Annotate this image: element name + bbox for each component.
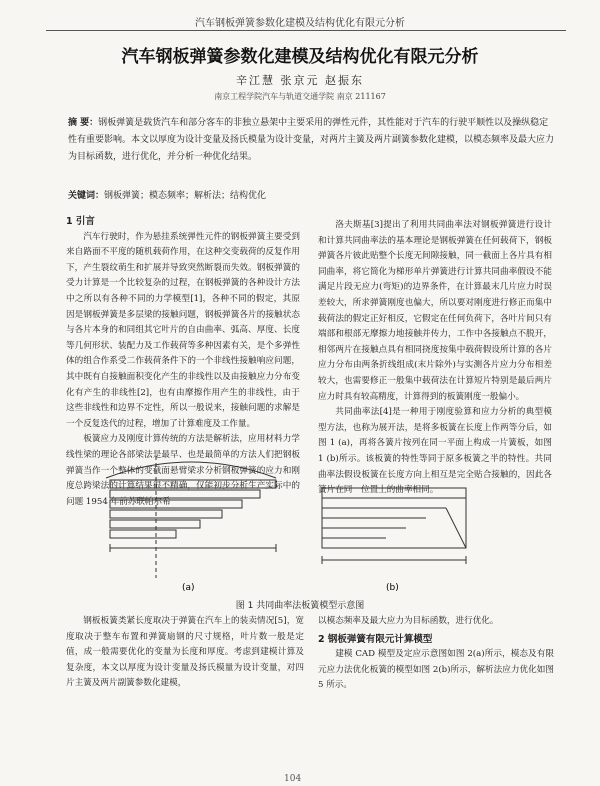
right-paragraph-2: 共同曲率法[4]是一种用于刚度验算和应力分析的典型模型方法，也称为展开法，是将多板簧在长度上作两等分后，如图 1 (a)，再将各簧片按列在同一平面上构成一片簧板，如图 1 (b)所示。该板簧的特性等同于原多板簧之半的特性。共同曲率法假设板簧在长度方向上相互是完全贴合接触的，因此各簧片在同一位置上的曲率相同。 <box>318 407 552 496</box>
section-1-heading: 1 引言 <box>66 216 95 227</box>
section-1-paragraph-1: 汽车行驶时，作为悬挂系统弹性元件的钢板弹簧主要受到来自路面不平度的随机载荷作用，在这种交变载荷的反复作用下，产生裂纹萌生和扩展并导致突然断裂而失效。钢板弹簧的受力计算是一个比较复杂的过程，在钢板弹簧的各种设计方法中之所以有各种不同的力学模型[1]，各种不同的假定，其原因是钢板弹簧是多层梁的接触问题，钢板弹簧各片的接触状态与各片本身的和同组其它叶片的自由曲率、弧高、厚度、长度等几何形状、装配力及工作载荷等多种因素有关，是个多弹性体的组合作系受二作载荷条件下的一个非线性接触响应问题，其中既有自接触面积变化产生的非线性以及由接触应力分布变化有产生的非线性[2]，也有由摩擦作用产生的非线性，由于这些非线性和边界不定性，所以一般说来，接触问题的求解是一个反复迭代的过程，增加了计算难度及工作量。 <box>66 231 300 429</box>
abstract-text: 钢板弹簧是载货汽车和部分客车的非独立悬架中主要采用的弹性元件，其性能对于汽车的行驶平顺性以及操纵稳定性有重要影响。本文以厚度为设计变量及扬氏模量为设计变量，对两片主簧及两片副簧参数化建模，以模态频率及最大应力为目标函数，进行优化，并分析一种优化结果。 <box>68 118 555 162</box>
header-rule <box>46 30 566 31</box>
affiliation: 南京工程学院汽车与轨道交通学院 南京 211167 <box>214 92 386 101</box>
figure-1-caption: 图 1 共同曲率法板簧模型示意图 <box>235 601 365 611</box>
figure-label-b: (b) <box>386 583 399 593</box>
keywords-label: 关键词： <box>68 191 105 201</box>
figure-1a-stacked-leaves <box>106 456 276 578</box>
running-head: 汽车钢板弹簧参数化建模及结构优化有限元分析 <box>195 18 405 29</box>
right-paragraph-1: 洛夫斯基[3]提出了利用共同曲率法对钢板弹簧进行设计和计算共同曲率法的基本理论是钢板弹簧在任何载荷下，钢板弹簧各片彼此贴整个长度无间隙接触，同一截面上各片具有相同曲率，将它简化为梯形单片弹簧进行计算共同曲率假设不能满足片段无应力(弯矩)的边界条件，在计算最末几片应力时误差较大，所求弹簧刚度也偏大，所以要对刚度进行修正而集中载荷法的假定正好相反，它假定在任何负荷下，各叶片间只有端部和根部无摩擦力地接触并传力，工作中各接触点不脱开，相邻两片在接触点具有相同挠度按集中载荷假设所计算的各片应力分布由两条折线组成(末片除外)与实测各片应力分布相差较大，也需要修正一般集中载荷法在计算短片特别是最后两片应力时具有较高精度，计算得到的板簧刚度一般偏小。 <box>318 220 552 402</box>
abstract-label: 摘 要： <box>68 118 99 128</box>
keywords <box>68 188 556 201</box>
figure-1b-unfolded-leaves <box>322 488 466 564</box>
page-number: 104 <box>284 774 302 784</box>
abstract <box>68 115 556 166</box>
paper-title: 汽车钢板弹簧参数化建模及结构优化有限元分析 <box>121 47 479 67</box>
bottom-right-intro: 以模态频率及最大应力为目标函数，进行优化。 <box>318 616 499 626</box>
keywords-text: 钢板弹簧；模态频率；解析法；结构优化 <box>104 191 267 201</box>
bottom-right-column <box>318 614 554 694</box>
authors: 辛江慧 张京元 赵振东 <box>236 74 364 87</box>
figure-1-leaf-spring-diagram <box>96 448 496 596</box>
bottom-left-paragraph: 钢板板簧类紧长度取决于弹簧在汽车上的装卖情况[5]，宽度取决于整车布置和弹簧扇钢的尺寸规格，叶片数一般是定值，成一般需要优化的变量为长度和厚度。考虑到建模计算及复杂度，本文以厚度为设计变量及扬氏模量为设计变量，对四片主簧及两片副簧参数化建模， <box>66 616 304 689</box>
bottom-left-column <box>66 614 304 692</box>
section-1-paragraph-2: 板簧应力及刚度计算传统的方法是解析法，应用材料力学线性梁的理论各部梁法是最早、也是最简单的方法人们把钢板弹簧当作一个整体的变截面悬臂梁求分析钢板弹簧的应力和刚度总跨梁法的计算结果很不精确，仅能初步分析生产实际中的问题 1954 年前苏联帕尔希 <box>66 434 300 507</box>
section-2-paragraph: 建模 CAD 模型及定应示意图如图 2(a)所示，模态及有限元应力法优化板簧的模型如图 2(b)所示，解析法应力优化如图 5 所示。 <box>318 649 554 691</box>
figure-label-a: (a) <box>182 583 195 593</box>
section-2-heading: 2 钢板弹簧有限元计算模型 <box>318 633 433 645</box>
